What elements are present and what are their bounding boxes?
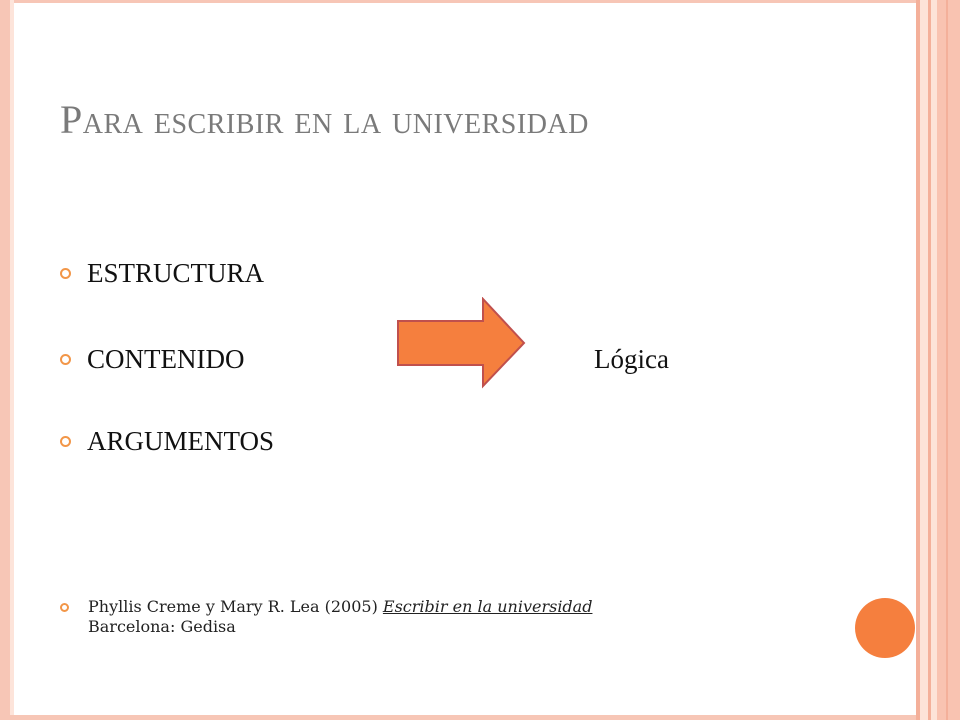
decorative-circle — [855, 598, 915, 658]
right-arrow-shape — [398, 299, 524, 386]
frame-top — [0, 0, 960, 3]
reference-authors: Phyllis Creme y Mary R. Lea (2005) — [88, 597, 378, 616]
bullet-label: ARGUMENTOS — [87, 426, 275, 456]
right-stripe — [937, 0, 960, 720]
right-arrow-icon — [397, 297, 527, 389]
right-stripe — [920, 0, 928, 720]
logica-label: Lógica — [594, 344, 669, 374]
bullet-item — [60, 258, 264, 289]
bullet-label: ESTRUCTURA — [87, 258, 265, 288]
reference-item — [60, 597, 808, 637]
frame-bottom — [0, 715, 960, 720]
bullet-ring-icon — [60, 436, 71, 447]
right-stripe — [946, 0, 948, 720]
frame-left-inner — [10, 0, 14, 720]
slide-title: Para escribir en la universidad — [60, 97, 589, 142]
bullet-ring-icon — [60, 354, 71, 365]
reference-text — [88, 597, 808, 637]
bullet-ring-icon — [60, 603, 69, 612]
bullet-item — [60, 344, 244, 375]
bullet-ring-icon — [60, 268, 71, 279]
bullet-item — [60, 426, 274, 457]
frame-left — [0, 0, 10, 720]
reference-book-title: Escribir en la universidad — [382, 597, 593, 616]
reference-publisher: Barcelona: Gedisa — [88, 617, 236, 636]
bullet-label: CONTENIDO — [87, 344, 245, 374]
